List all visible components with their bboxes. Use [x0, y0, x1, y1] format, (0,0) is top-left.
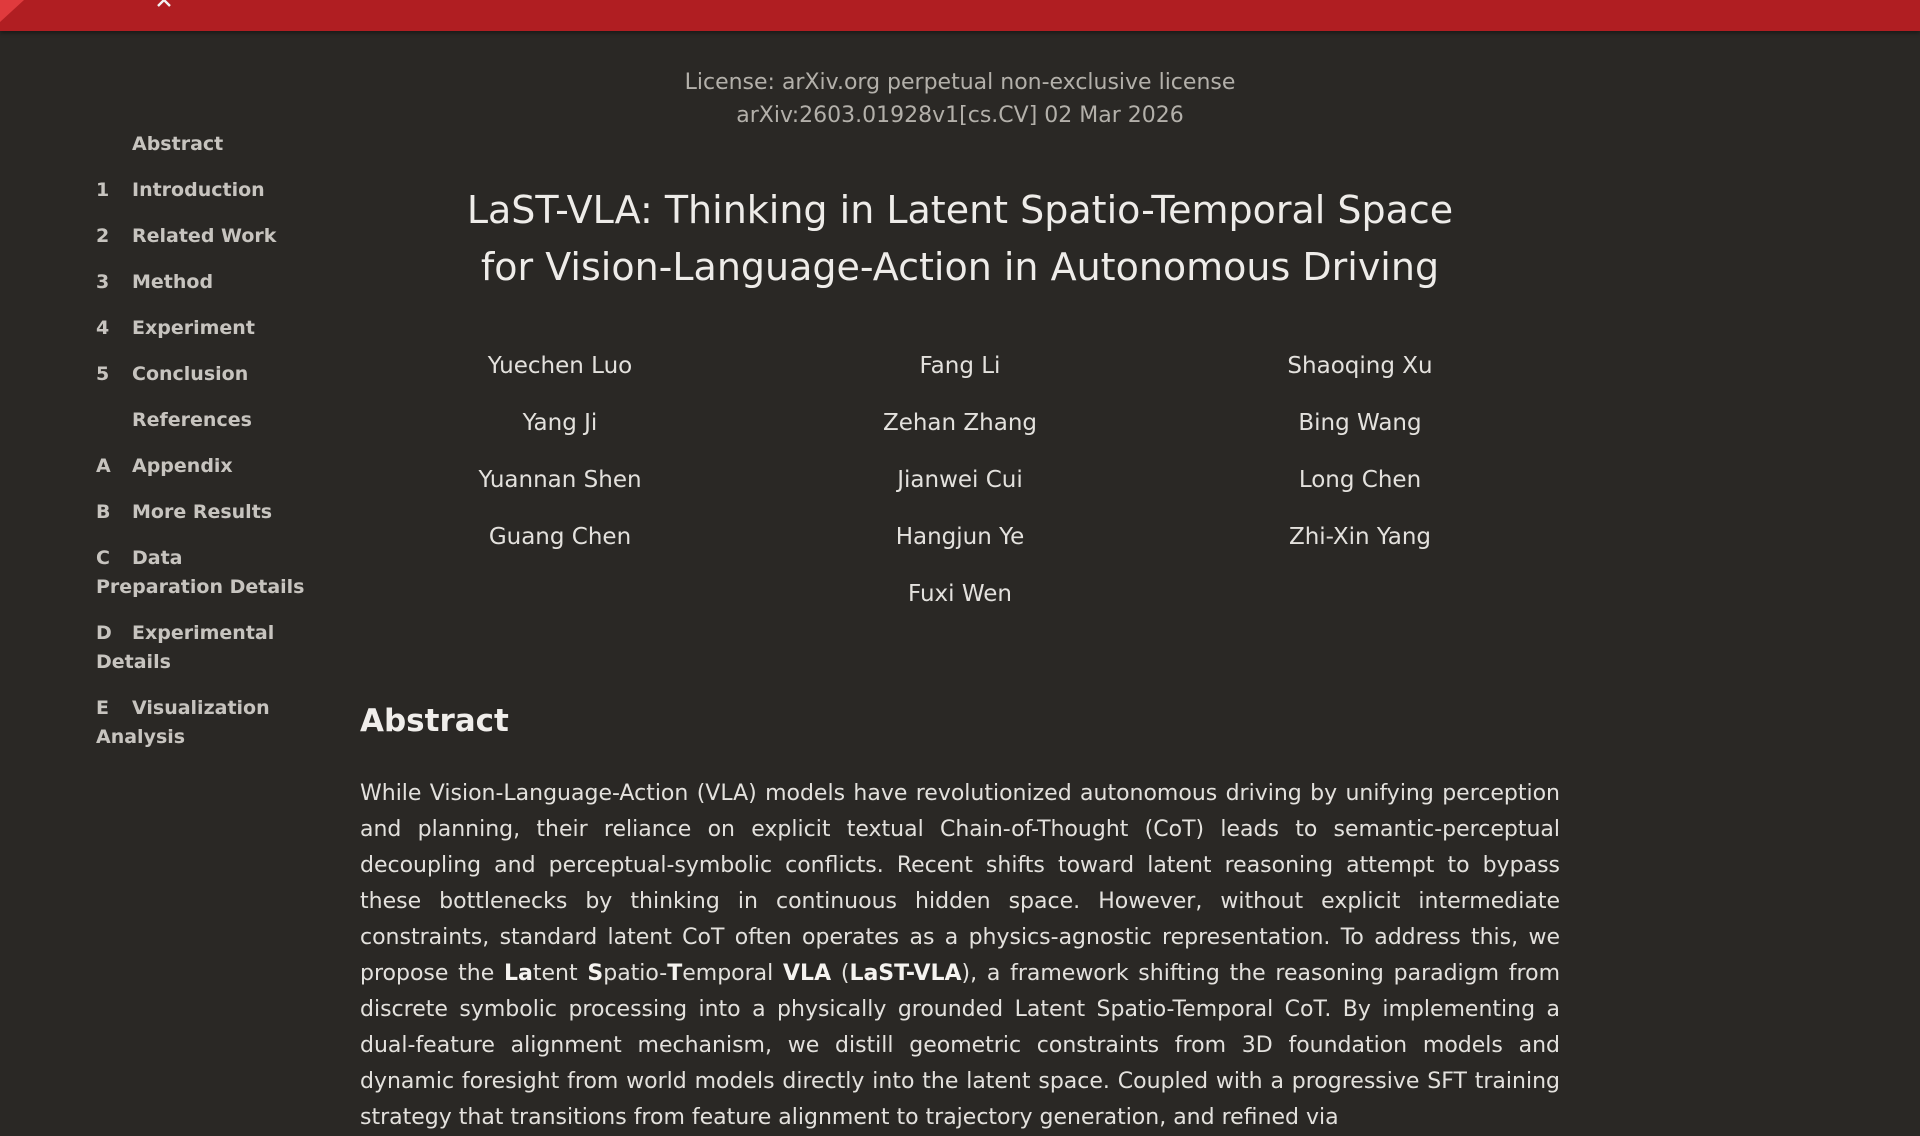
toc-label: Visualization Analysis: [96, 697, 270, 748]
toc-label: Related Work: [132, 225, 277, 247]
toc-label: Experimental Details: [96, 622, 275, 673]
toc-label: Abstract: [132, 133, 224, 155]
toc-item-experiment[interactable]: [96, 314, 306, 343]
toc-number: C: [96, 547, 110, 569]
abstract-bold-method-name: LaST-VLA: [849, 961, 962, 986]
toc-label: References: [132, 409, 252, 431]
top-bar: [0, 0, 1920, 31]
abstract-bold-s: S: [587, 961, 604, 986]
author-name: [360, 566, 760, 623]
toc-label: Conclusion: [132, 363, 249, 385]
arxiv-id-line: arXiv:2603.01928v1[cs.CV] 02 Mar 2026: [736, 103, 1184, 128]
license-line: License: arXiv.org perpetual non-exclusive license: [684, 70, 1236, 95]
author-name: Guang Chen: [488, 524, 632, 550]
toc-number: 5: [96, 363, 110, 385]
abstract-text-part: emporal: [682, 961, 784, 986]
toc-label: Experiment: [132, 317, 255, 339]
toc-number: 4: [96, 317, 110, 339]
author-name: Yuannan Shen: [478, 467, 642, 493]
toc-label: Data Preparation Details: [96, 547, 305, 598]
license-notice: [560, 66, 1360, 132]
title-line-1: LaST-VLA: Thinking in Latent Spatio-Temporal Space: [466, 188, 1454, 232]
abstract-heading: Abstract: [360, 703, 509, 739]
author-name: Long Chen: [1298, 467, 1422, 493]
author-name: Fang Li: [919, 353, 1001, 379]
author-name: Zhi-Xin Yang: [1288, 524, 1432, 550]
toc-number: A: [96, 455, 111, 477]
abstract-text-part: tent: [532, 961, 588, 986]
toc-label: Introduction: [132, 179, 265, 201]
toc-item-conclusion[interactable]: [96, 360, 306, 389]
toc-item-visualization-analysis[interactable]: [96, 694, 306, 752]
toc-label: More Results: [132, 501, 273, 523]
arxiv-logo-icon[interactable]: [152, 0, 194, 12]
abstract-text-part: ), a framework shifting the reasoning paradigm from discrete symbolic processing into a physically grounded Latent Spatio-Temporal CoT. By implementing a dual-feature alignment mechanism, we distill geometric constraints from 3D foundation models and dynamic foresight from world models directly into the latent space. Coupled with a progressive SFT training strategy that transitions from feature alignment to trajectory generation, and refined via: [360, 961, 1561, 1130]
paper-title: [400, 182, 1520, 296]
author-name: Yuechen Luo: [487, 353, 633, 379]
author-name: Jianwei Cui: [897, 467, 1023, 493]
author-name: Fuxi Wen: [908, 581, 1012, 607]
abstract-text-part: (: [831, 961, 850, 986]
abstract-bold-t: T: [667, 961, 683, 986]
title-line-2: for Vision-Language-Action in Autonomous Driving: [480, 245, 1440, 289]
topbar-corner-accent: [0, 0, 24, 22]
abstract-paragraph: [360, 776, 1560, 1136]
toc-item-data-preparation[interactable]: [96, 544, 306, 602]
toc-item-appendix[interactable]: [96, 452, 306, 481]
abstract-bold-la: La: [504, 961, 533, 986]
author-name: Shaoqing Xu: [1287, 353, 1433, 379]
author-name: Yang Ji: [522, 410, 598, 436]
toc-number: D: [96, 622, 112, 644]
author-name: Hangjun Ye: [895, 524, 1025, 550]
author-name: Bing Wang: [1298, 410, 1422, 436]
toc-item-abstract[interactable]: [96, 130, 306, 159]
author-list: [360, 338, 1480, 623]
abstract-text-part: patio-: [603, 961, 668, 986]
toc-number: 3: [96, 271, 110, 293]
toc-label: Method: [132, 271, 214, 293]
author-name: Zehan Zhang: [882, 410, 1038, 436]
toc-item-experimental-details[interactable]: [96, 619, 306, 677]
toc-item-introduction[interactable]: [96, 176, 306, 205]
toc-number: 2: [96, 225, 110, 247]
abstract-bold-vla: VLA: [783, 961, 832, 986]
author-name: [1160, 566, 1560, 623]
toc-label: Appendix: [132, 455, 233, 477]
toc-number: B: [96, 501, 111, 523]
toc-number: 1: [96, 179, 110, 201]
abstract-text-part: While Vision-Language-Action (VLA) models have revolutionized autonomous driving by unifying perception and planning, their reliance on explicit textual Chain-of-Thought (CoT) leads to semantic-perceptual decoupling and perceptual-symbolic conflicts. Recent shifts toward latent reasoning attempt to bypass these bottlenecks by thinking in continuous hidden space. However, without explicit intermediate constraints, standard latent CoT often operates as a physics-agnostic representation. To address this, we propose the: [360, 781, 1560, 986]
toc-number: E: [96, 697, 109, 719]
toc-item-method[interactable]: [96, 268, 306, 297]
toc-item-more-results[interactable]: [96, 498, 306, 527]
toc-item-references[interactable]: [96, 406, 306, 435]
table-of-contents: [96, 130, 306, 769]
toc-item-related-work[interactable]: [96, 222, 306, 251]
